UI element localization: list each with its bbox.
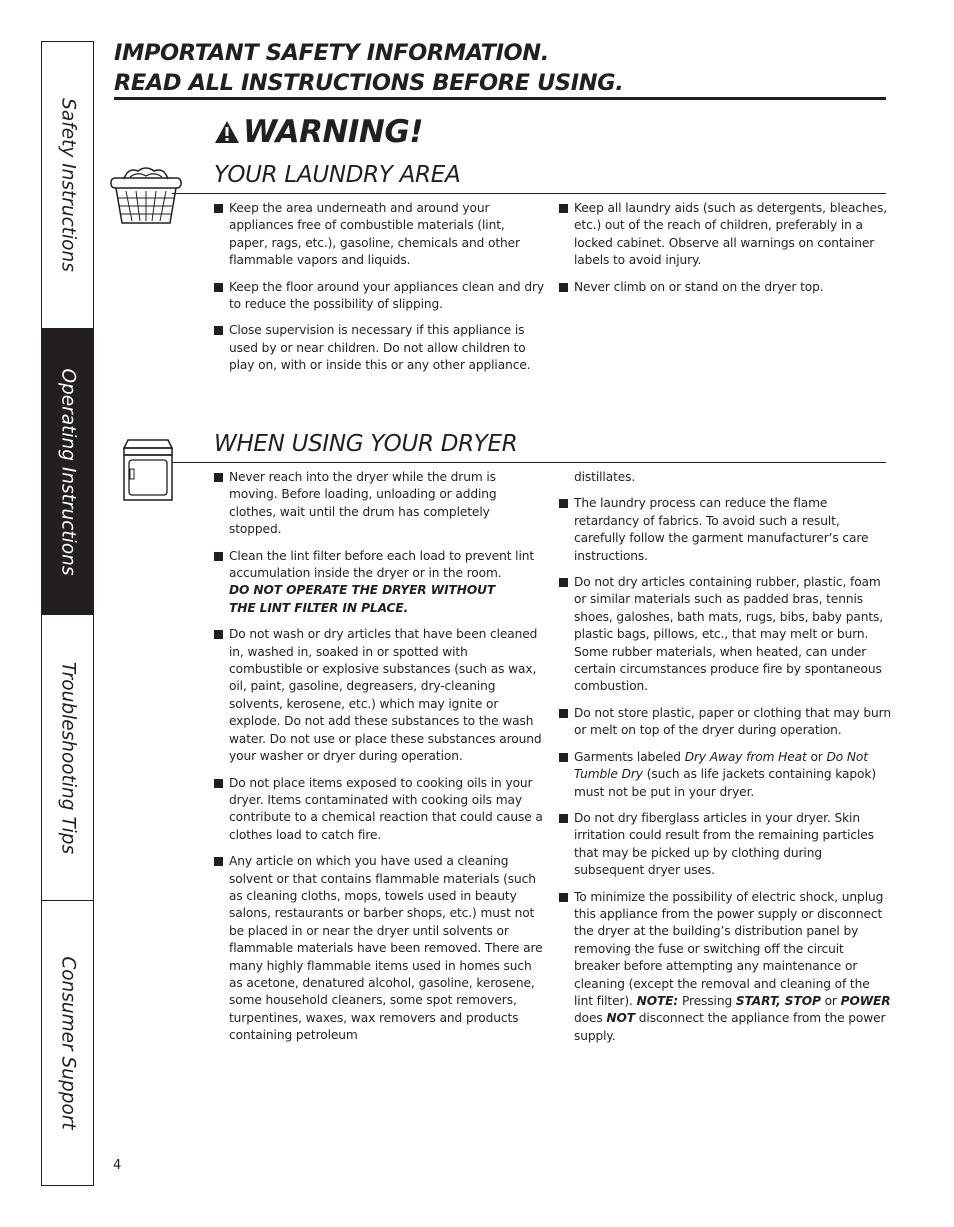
header-line-1: IMPORTANT SAFETY INFORMATION. <box>114 40 549 66</box>
section-rule <box>172 462 886 463</box>
list-item: Do not store plastic, paper or clothing that may burn or melt on top of the dryer during operation. <box>559 705 891 740</box>
bullet-icon <box>214 473 223 482</box>
list-item: Garments labeled Dry Away from Heat or Do Not Tumble Dry (such as life jackets containing kapok) must not be put in your dryer. <box>559 749 891 801</box>
bullet-icon <box>559 709 568 718</box>
list-item: To minimize the possibility of electric shock, unplug this appliance from the power supply or disconnect the dryer at the building’s distribution panel by removing the fuse or switching off the circuit breaker before attempting any maintenance or cleaning (except the removal and cleaning of the lint filter). NOTE: Pressing START, STOP or POWER does NOT disconnect the appliance from the power supply. <box>559 889 891 1046</box>
list-item: Do not wash or dry articles that have been cleaned in, washed in, soaked in or spotted with combustible or explosive substances (such as wax, oil, paint, gasoline, degreasers, dry-cleaning solvents, kerosene, etc.) which may ignite or explode. Do not add these substances to the wash water. Do not use or place these substances around your washer or dryer during operation. <box>214 626 544 765</box>
laundry-column-2 <box>559 200 889 305</box>
list-item: Never climb on or stand on the dryer top. <box>559 279 889 296</box>
tab-operating-instructions[interactable] <box>41 328 94 615</box>
list-item: Do not dry articles containing rubber, plastic, foam or similar materials such as padded bras, tennis shoes, galoshes, bath mats, rugs, bibs, baby pants, plastic bags, pillows, etc., that may melt or burn. Some rubber materials, when heated, can under certain circumstances produce fire by spontaneous combustion. <box>559 574 891 696</box>
page-header <box>114 38 886 98</box>
bullet-icon <box>559 499 568 508</box>
tab-consumer-support[interactable] <box>41 900 94 1186</box>
warning-text: WARNING! <box>243 114 423 150</box>
bullet-icon <box>559 814 568 823</box>
list-item: The laundry process can reduce the flame retardancy of fabrics. To avoid such a result, carefully follow the garment manufacturer’s care instructions. <box>559 495 891 565</box>
dryer-icon <box>120 436 176 504</box>
header-line-2: READ ALL INSTRUCTIONS BEFORE USING. <box>114 70 624 96</box>
warning-heading <box>214 112 423 152</box>
list-item-continued: distillates. <box>574 470 636 484</box>
bullet-icon <box>559 893 568 902</box>
tab-label: Operating Instructions <box>57 367 78 576</box>
list-item: Any article on which you have used a cleaning solvent or that contains flammable materials (such as cleaning cloths, mops, towels used in beauty salons, restaurants or barber shops, etc.) must not be placed in or near the dryer until solvents or flammable materials have been removed. There are many highly flammable items used in homes such as acetone, denatured alcohol, gasoline, kerosene, some household cleaners, some spot removers, turpentines, waxes, wax removers and products containing petroleum <box>214 853 544 1044</box>
list-item: Never reach into the dryer while the drum is moving. Before loading, unloading or adding clothes, wait until the drum has completely stopped. <box>214 469 544 539</box>
laundry-column-1 <box>214 200 544 384</box>
bullet-icon <box>214 326 223 335</box>
laundry-basket-icon <box>108 165 184 227</box>
tab-label: Consumer Support <box>57 956 78 1130</box>
tab-label: Safety Instructions <box>57 98 78 272</box>
side-tabs <box>41 41 94 1186</box>
bullet-icon <box>214 857 223 866</box>
list-item: Clean the lint filter before each load to prevent lint accumulation inside the dryer or in the room. DO NOT OPERATE THE DRYER WITHOUT THE LINT FILTER IN PLACE. <box>214 548 544 618</box>
section-title-laundry-area: YOUR LAUNDRY AREA <box>214 162 461 188</box>
bullet-icon <box>559 204 568 213</box>
list-item: Do not place items exposed to cooking oils in your dryer. Items contaminated with cooking oils may contribute to a chemical reaction that could cause a clothes load to catch fire. <box>214 775 544 845</box>
section-title-using-dryer: WHEN USING YOUR DRYER <box>214 431 518 457</box>
bullet-icon <box>559 578 568 587</box>
tab-safety-instructions[interactable] <box>41 41 94 329</box>
list-item: Do not dry fiberglass articles in your dryer. Skin irritation could result from the remaining particles that may be picked up by clothing during subsequent dryer uses. <box>559 810 891 880</box>
section-rule <box>172 193 886 194</box>
list-item: Close supervision is necessary if this appliance is used by or near children. Do not allow children to play on, with or inside this or any other appliance. <box>214 322 544 374</box>
tab-troubleshooting-tips[interactable] <box>41 614 94 901</box>
dryer-column-2 <box>559 469 891 1054</box>
header-rule <box>114 97 886 100</box>
page-number: 4 <box>113 1158 122 1173</box>
bullet-icon <box>214 630 223 639</box>
warning-triangle-icon <box>214 120 240 144</box>
bullet-icon <box>559 283 568 292</box>
bullet-icon <box>214 552 223 561</box>
bullet-icon <box>559 753 568 762</box>
list-item: Keep the area underneath and around your appliances free of combustible materials (lint, paper, rags, etc.), gasoline, chemicals and other flammable vapors and liquids. <box>214 200 544 270</box>
bullet-icon <box>214 779 223 788</box>
bullet-icon <box>214 204 223 213</box>
dryer-column-1 <box>214 469 544 1054</box>
tab-label: Troubleshooting Tips <box>57 661 78 854</box>
list-item: Keep the floor around your appliances clean and dry to reduce the possibility of slipping. <box>214 279 544 314</box>
list-item: Keep all laundry aids (such as detergents, bleaches, etc.) out of the reach of children, preferably in a locked cabinet. Observe all warnings on container labels to avoid injury. <box>559 200 889 270</box>
bullet-icon <box>214 283 223 292</box>
